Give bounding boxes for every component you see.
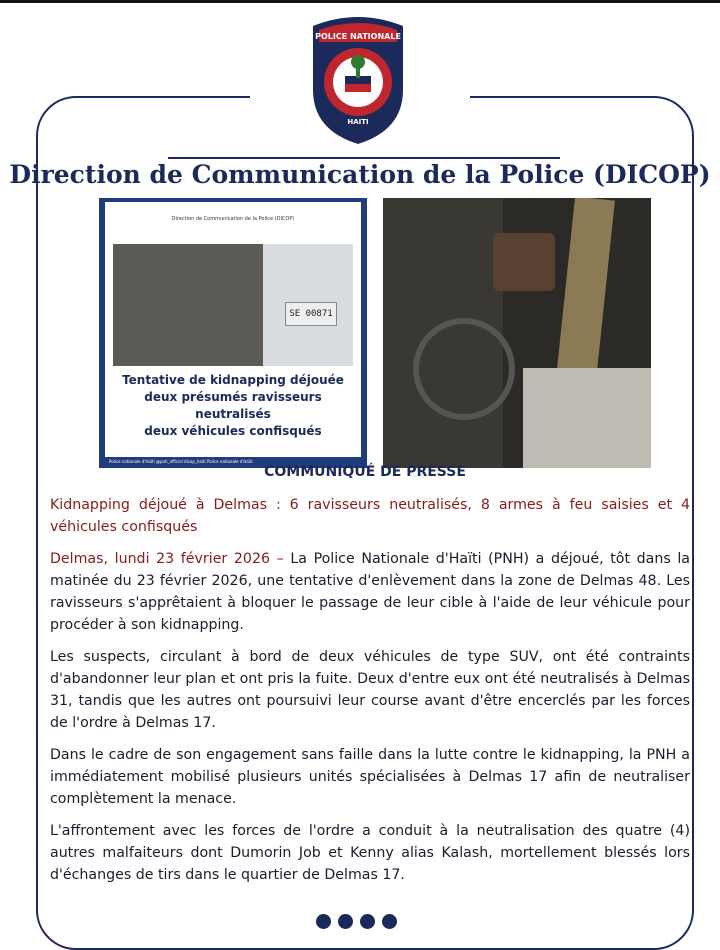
paragraph-2: Les suspects, circulant à bord de deux véhicules de type SUV, ont été contraints d'abandonner leur plan et ont pris la fuite. Deux d'entre eux ont été neutralisés à Delmas 31, tandis que les autres ont poursuivi leur course avant d'être encerclés par les forces de l'ordre à Delmas 17.: [50, 649, 690, 731]
vehicle-photo: [113, 244, 353, 366]
badge-top-text: POLICE NATIONALE: [315, 32, 401, 41]
image-header: Direction de Communication de la Police (DICOP): [171, 216, 295, 222]
dateline: Delmas, lundi 23 février 2026 –: [50, 551, 284, 567]
image-footer-text: Police nationale d'Haïti @pnh_officiel dicop_haiti Police nationale d'Haïti: [109, 459, 253, 464]
press-image-left: [99, 198, 367, 468]
press-release-body: [50, 494, 690, 896]
top-bar: [0, 0, 720, 3]
paragraph-3: Dans le cadre de son engagement sans faille dans la lutte contre le kidnapping, la PNH a immédiatement mobilisé plusieurs unités spécialisées à Delmas 17 afin de neutraliser complètement la menace.: [50, 747, 690, 807]
caption-line: deux présumés ravisseurs neutralisés: [144, 390, 322, 421]
communique-heading: COMMUNIQUÉ DE PRESSE: [264, 464, 466, 480]
police-badge-logo: [305, 12, 411, 146]
license-plate: SE 00871: [285, 302, 337, 326]
paragraph-1-text: La Police Nationale d'Haïti (PNH) a déjoué, tôt dans la matinée du 23 février 2026, une tentative d'enlèvement dans la zone de Delmas 48. Les ravisseurs s'apprêtaient à bloquer le passage de leur cible à l'aide de leur véhicule pour procéder à son kidnapping.: [50, 551, 690, 633]
headline: Kidnapping déjoué à Delmas : 6 ravisseurs neutralisés, 8 armes à feu saisies et 4 véhicules confisqués: [50, 497, 690, 535]
image-caption: [115, 372, 351, 440]
press-image-right: [383, 198, 651, 468]
page-title: Direction de Communication de la Police (DICOP): [9, 160, 711, 189]
paragraph-4: L'affrontement avec les forces de l'ordre a conduit à la neutralisation des quatre (4) autres malfaiteurs dont Dumorin Job et Kenny alias Kalash, mortellement blessés lors d'échanges de tirs dans le quartier de Delmas 17.: [50, 823, 690, 883]
paragraph-1: [50, 548, 690, 636]
caption-line: Tentative de kidnapping déjouée: [122, 373, 344, 387]
social-icons: [316, 914, 412, 927]
badge-country: HAITI: [347, 118, 369, 126]
caption-line: deux véhicules confisqués: [144, 424, 322, 438]
